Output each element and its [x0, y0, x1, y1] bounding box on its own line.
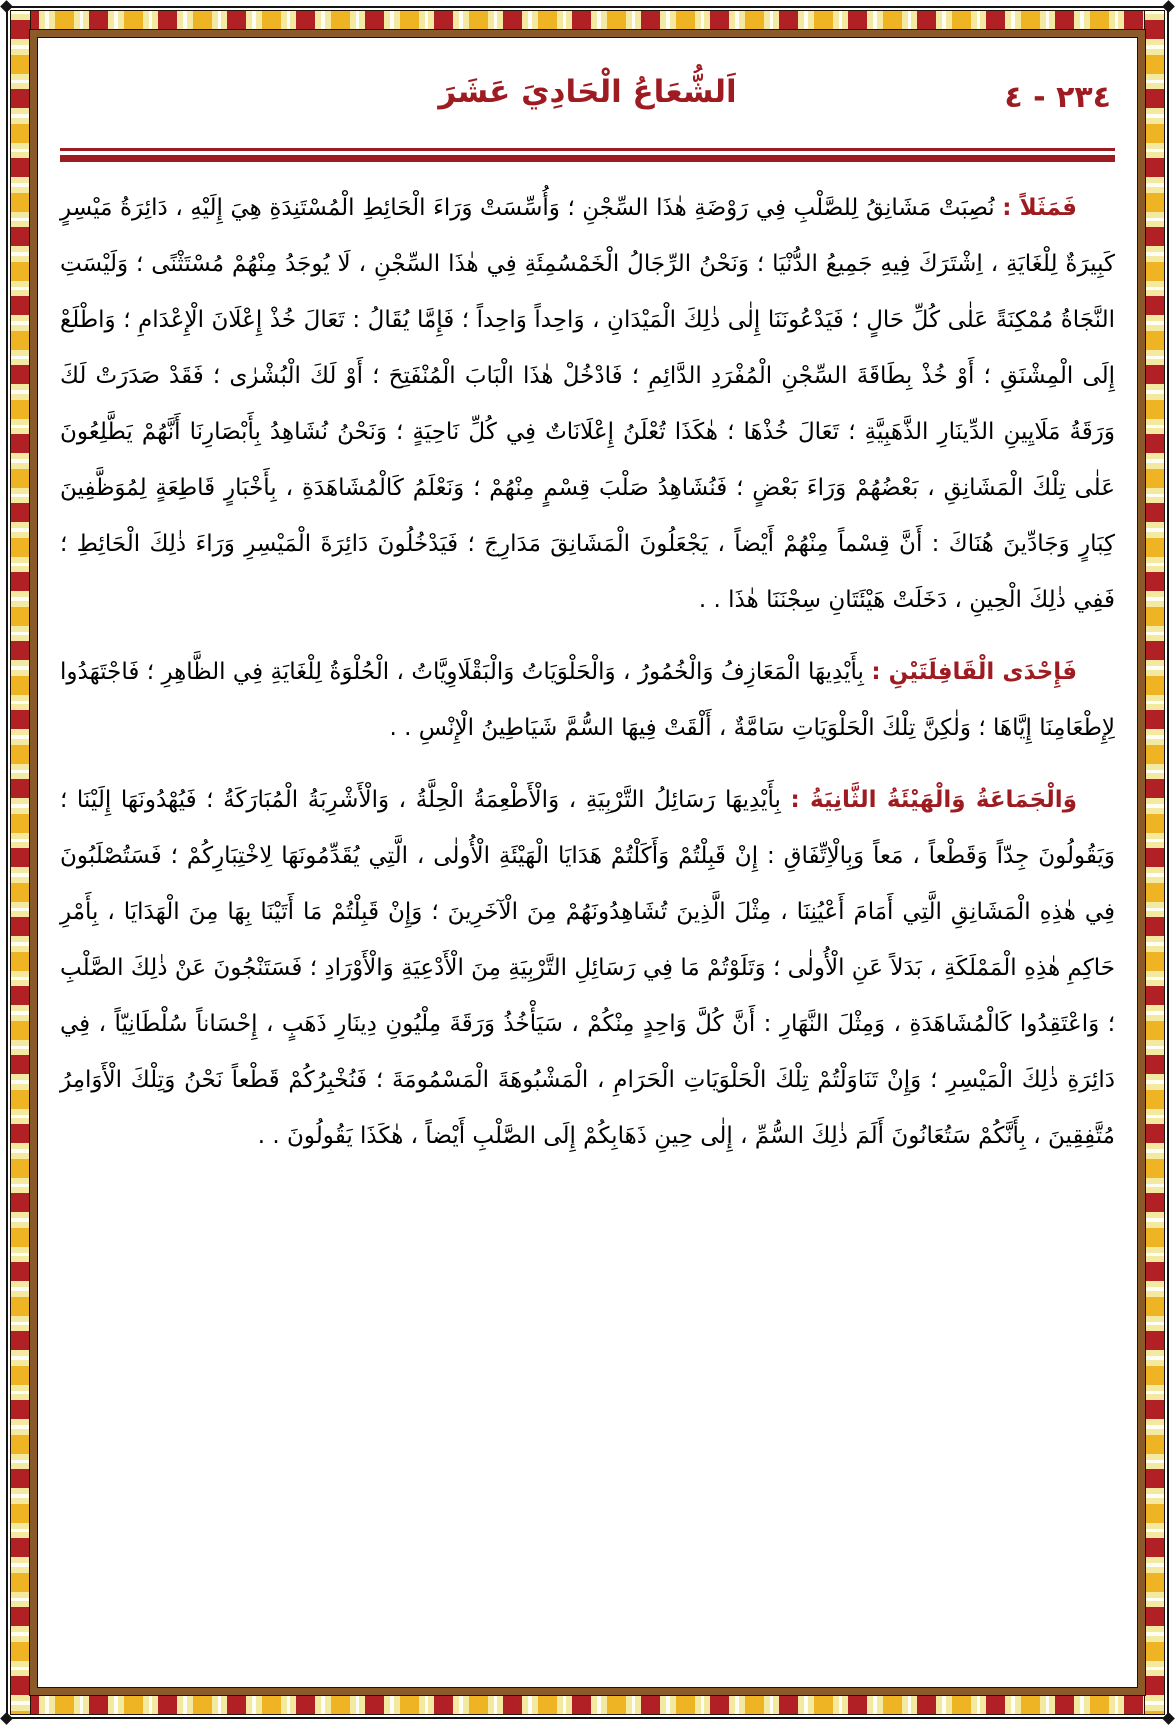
page-number: ٢٣٤ - ٤ [1004, 80, 1111, 115]
border-chain-band-right [1144, 10, 1165, 1715]
paragraph-text: نُصِبَتْ مَشَانِقُ لِلصَّلْبِ فِي رَوْضَةِ هٰذَا السِّجْنِ ؛ وَأُسِّسَتْ وَرَاءَ الْحَائِطِ الْمُسْتَنِدَةِ هِيَ إِلَيْهِ ، دَائِرَةُ مَيْسِرٍ كَبِيرَةٌ لِلْغَايَةِ ، اِشْتَرَكَ فِيهِ جَمِيعُ الدُّنْيَا ؛ وَنَحْنُ الرِّجَالُ الْخَمْسُمِئَةِ فِي هٰذَا السِّجْنِ ، لَا يُوجَدُ مِنْهُمْ مُسْتَثْنًى ؛ وَلَيْسَتِ النَّجَاةُ مُمْكِنَةً عَلٰى كُلِّ حَالٍ ؛ فَيَدْعُونَنَا إِلٰى ذٰلِكَ الْمَيْدَانِ ، وَاحِداً وَاحِداً ؛ فَإِمَّا يُقَالُ : تَعَالَ خُذْ إِعْلَانَ الْإِعْدَامِ ؛ وَاطْلَعْ إِلَى الْمِشْنَقِ ؛ أَوْ خُذْ بِطَاقَةَ السِّجْنِ الْمُفْرَدِ الدَّائِمِ ؛ فَادْخُلْ هٰذَا الْبَابَ الْمُنْفَتِحَ ؛ أَوْ لَكَ الْبُشْرٰى ؛ فَقَدْ صَدَرَتْ لَكَ وَرَقَةُ مَلَايِينِ الدِّينَارِ الذَّهَبِيَّةِ ؛ تَعَالَ خُذْهَا ؛ هٰكَذَا تُعْلَنُ إِعْلَانَاتٌ فِي كُلِّ نَاحِيَةٍ ؛ وَنَحْنُ نُشَاهِدُ بِأَبْصَارِنَا أَنَّهُمْ يَطَّلِعُونَ عَلٰى تِلْكَ الْمَشَانِقِ ، بَعْضُهُمْ وَرَاءَ بَعْضٍ ؛ فَنُشَاهِدُ صَلْبَ قِسْمٍ مِنْهُمْ ؛ وَنَعْلَمُ كَالْمُشَاهَدَةِ ، بِأَخْبَارٍ قَاطِعَةٍ لِمُوَظَّفِينَ كِبَارٍ وَجَادِّينَ هُنَاكَ : أَنَّ قِسْماً مِنْهُمْ أَيْضاً ، يَجْعَلُونَ الْمَشَانِقَ مَدَارِجَ ؛ فَيَدْخُلُونَ دَائِرَةَ الْمَيْسِرِ وَرَاءَ ذٰلِكَ الْحَائِطِ ؛ فَفِي ذٰلِكَ الْحِينِ ، دَخَلَتْ هَيْئَتَانِ سِجْنَنَا هٰذَا . . [60, 195, 1115, 613]
paragraph-lead: وَالْجَمَاعَةُ وَالْهَيْئَةُ الثَّانِيَةُ : [790, 787, 1077, 813]
border-chain-band-left [10, 10, 31, 1715]
border-chain-band-top [10, 10, 1165, 31]
paragraph-lead: فَمَثَلاً : [1002, 195, 1077, 221]
page-header [60, 74, 1115, 138]
body-text [60, 180, 1115, 1164]
page-title: اَلشُّعَاعُ الْحَادِيَ عَشَرَ [438, 74, 737, 110]
header-divider-rule [60, 148, 1115, 162]
paragraph-lead: فَإِحْدَى الْقَافِلَتَيْنِ : [871, 659, 1078, 685]
paragraph [60, 644, 1115, 756]
paragraph [60, 180, 1115, 628]
paragraph [60, 772, 1115, 1164]
paragraph-text: بِأَيْدِيهَا الْمَعَازِفُ وَالْخُمُورُ ، وَالْحَلْوَيَاتُ وَالْبَقْلَاوِيَّاتُ ، الْحُلْوَةُ لِلْغَايَةِ فِي الظَّاهِرِ ؛ فَاجْتَهَدُوا لِإِطْعَامِنَا إِيَّاهَا ؛ وَلٰكِنَّ تِلْكَ الْحَلْوَيَاتِ سَامَّةٌ ، أَلْقَتْ فِيهَا السُّمَّ شَيَاطِينُ الْإِنْسِ . . [60, 659, 1115, 741]
paragraph-text: بِأَيْدِيهَا رَسَائِلُ التَّرْبِيَةِ ، وَالْأَطْعِمَةُ الْحِلَّةُ ، وَالْأَشْرِبَةُ الْمُبَارَكَةُ ؛ فَيُهْدُونَهَا إِلَيْنَا ؛ وَيَقُولُونَ جِدّاً وَقَطْعاً ، مَعاً وَبِالْاِتِّفَاقِ : إِنْ قَبِلْتُمْ وَأَكَلْتُمْ هَدَايَا الْهَيْئَةِ الْأُولٰى ، الَّتِي يُقَدِّمُونَهَا لِاخْتِبَارِكُمْ ؛ فَسَتُصْلَبُونَ فِي هٰذِهِ الْمَشَانِقِ الَّتِي أَمَامَ أَعْيُنِنَا ، مِثْلَ الَّذِينَ تُشَاهِدُونَهُمْ مِنَ الْآخَرِينَ ؛ وَإِنْ قَبِلْتُمْ مَا أَتَيْنَا بِهَا مِنَ الْهَدَايَا ، بِأَمْرِ حَاكِمِ هٰذِهِ الْمَمْلَكَةِ ، بَدَلاً عَنِ الْأُولٰى ؛ وَتَلَوْتُمْ مَا فِي رَسَائِلِ التَّرْبِيَةِ مِنَ الْأَدْعِيَةِ وَالْأَوْرَادِ ؛ فَسَتَنْجُونَ عَنْ ذٰلِكَ الصَّلْبِ ؛ وَاعْتَقِدُوا كَالْمُشَاهَدَةِ ، وَمِثْلَ النَّهَارِ : أَنَّ كُلَّ وَاحِدٍ مِنْكُمْ ، سَيَأْخُذُ وَرَقَةَ مِلْيُونِ دِينَارِ ذَهَبٍ ، إِحْسَاناً سُلْطَانِيّاً ، فِي دَائِرَةِ ذٰلِكَ الْمَيْسِرِ ؛ وَإِنْ تَنَاوَلْتُمْ تِلْكَ الْحَلْوَيَاتِ الْحَرَامِ ، الْمَشْبُوهَةَ الْمَسْمُومَةَ ؛ فَنُخْبِرُكُمْ قَطْعاً نَحْنُ وَتِلْكَ الْأَوَامِرُ مُتَّفِقِينَ ، بِأَنَّكُمْ سَتُعَانُونَ أَلَمَ ذٰلِكَ السُّمِّ ، إِلٰى حِينِ ذَهَابِكُمْ إِلَى الصَّلْبِ أَيْضاً ، هٰكَذَا يَقُولُونَ . . [60, 787, 1115, 1149]
page-content [38, 38, 1137, 1687]
border-chain-band-bottom [10, 1694, 1165, 1715]
